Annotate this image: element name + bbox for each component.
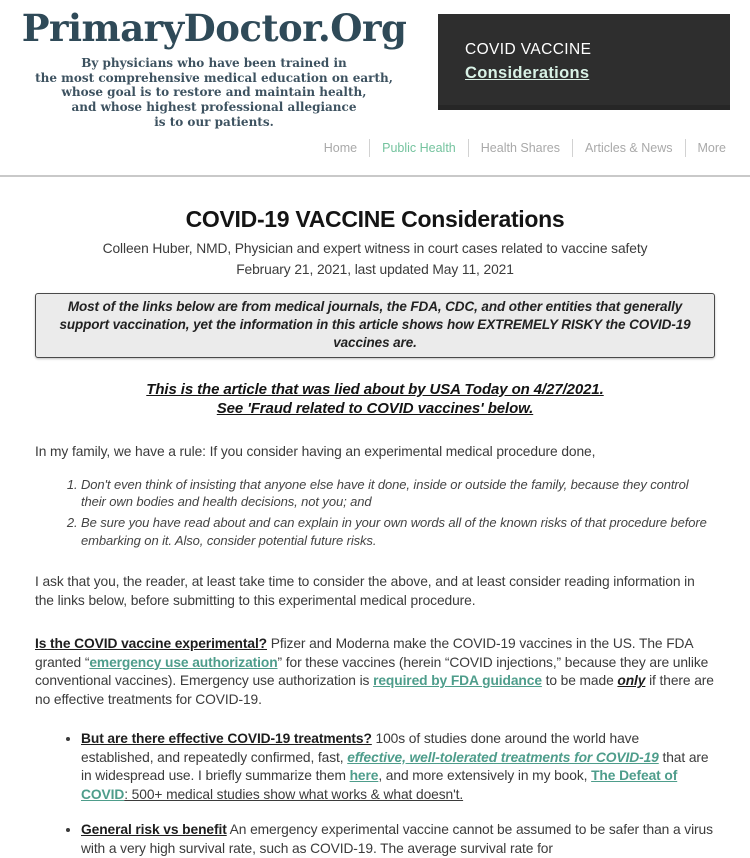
tagline-line: whose goal is to restore and maintain health,	[61, 85, 367, 100]
ask-paragraph: I ask that you, the reader, at least take time to consider the above, and at least consider reading information in the links below, before submitting to this experimental medical procedure.	[35, 574, 695, 609]
defeat-of-covid-book-link[interactable]: The Defeat of COVID	[81, 768, 678, 803]
main-nav	[312, 139, 726, 157]
usa-today-link-line2[interactable]: See 'Fraud related to COVID vaccines' below.	[216, 400, 534, 418]
tagline-line: and whose highest professional allegiance	[71, 99, 357, 114]
rule-item-1: 1. Don't even think of insisting that anyone else have it done, inside or outside the family, because they control their own bodies and health decisions, not you; and	[81, 476, 715, 511]
emergency-use-authorization-link[interactable]: emergency use authorization	[89, 654, 278, 670]
usa-today-link-line1[interactable]: This is the article that was lied about by USA Today on 4/27/2021.	[146, 380, 604, 398]
covid-vaccine-promo-box	[438, 14, 730, 110]
risk-benefit-bullet	[81, 821, 715, 858]
defeat-of-covid-subtitle-link[interactable]: : 500+ medical studies show what works & what doesn't.	[124, 787, 464, 803]
article-byline: Colleen Huber, NMD, Physician and expert witness in court cases related to vaccine safety	[102, 241, 648, 257]
treatments-seg1: 100s of studies done around the world have established, and repeatedly confirmed, fast,	[81, 730, 640, 765]
article-dateline: February 21, 2021, last updated May 11, 2021	[236, 262, 514, 278]
intro-paragraph: In my family, we have a rule: If you consider having an experimental medical procedure done,	[35, 443, 596, 459]
family-rules-list	[81, 476, 715, 550]
article-body	[35, 177, 715, 858]
experimental-lead: Is the COVID vaccine experimental?	[35, 635, 268, 651]
nav-item-public-health[interactable]: Public Health	[370, 139, 469, 157]
tagline-line: By physicians who have been trained in	[81, 56, 347, 70]
treatments-seg2: that are in widespread use. I briefly summarize them	[81, 749, 709, 784]
nav-item-home[interactable]: Home	[312, 139, 370, 157]
nav-item-articles-news[interactable]: Articles & News	[573, 139, 686, 157]
promo-title: COVID VACCINE	[465, 41, 592, 58]
tagline-line: the most comprehensive medical education on earth,	[35, 70, 393, 85]
rule-item-2: 2. Be sure you have read about and can explain in your own words all of the known risks of that procedure before embarking on it. Also, consider potential future risks.	[81, 514, 715, 549]
only-emphasis: only	[617, 673, 646, 689]
page-title: COVID-19 VACCINE Considerations	[185, 206, 565, 232]
usa-today-heading	[35, 380, 715, 419]
topic-list	[81, 730, 715, 858]
risk-benefit-seg1: An emergency experimental vaccine cannot be assumed to be safer than a virus with a very high survival rate, such as COVID-19. The average survival rate for	[81, 821, 713, 856]
experimental-seg2: ” for these vaccines (herein “COVID injections,” because they are unlike conventional vaccines). Emergency use authorization is	[35, 654, 709, 689]
risk-benefit-lead: General risk vs benefit	[81, 821, 227, 837]
considerations-link[interactable]: Considerations	[465, 64, 590, 82]
site-header	[0, 0, 750, 177]
experimental-seg1: Pfizer and Moderna make the COVID-19 vaccines in the US. The FDA granted “	[35, 635, 693, 670]
site-logo[interactable]: PrimaryDoctor.Org	[21, 6, 407, 50]
here-link[interactable]: here	[349, 768, 379, 784]
experimental-seg3: to be made	[541, 673, 618, 689]
nav-item-health-shares[interactable]: Health Shares	[469, 139, 573, 157]
notice-box: Most of the links below are from medical journals, the FDA, CDC, and other entities that generally support vaccination, yet the information in this article shows how EXTREMELY RISKY the COVID-19 vaccines are.	[35, 293, 715, 358]
effective-treatments-link[interactable]: effective, well-tolerated treatments for COVID-19	[347, 749, 659, 765]
tagline-line: is to our patients.	[154, 114, 274, 129]
treatments-bullet	[81, 730, 715, 805]
nav-item-more[interactable]: More	[697, 141, 726, 155]
brand-block	[14, 6, 414, 129]
treatments-seg3: , and more extensively in my book,	[378, 768, 592, 784]
experimental-paragraph	[35, 635, 715, 710]
treatments-lead: But are there effective COVID-19 treatments?	[81, 730, 372, 746]
required-by-fda-guidance-link[interactable]: required by FDA guidance	[373, 673, 542, 689]
experimental-seg4: if there are no effective treatments for COVID-19.	[35, 673, 714, 708]
site-tagline	[14, 56, 414, 129]
